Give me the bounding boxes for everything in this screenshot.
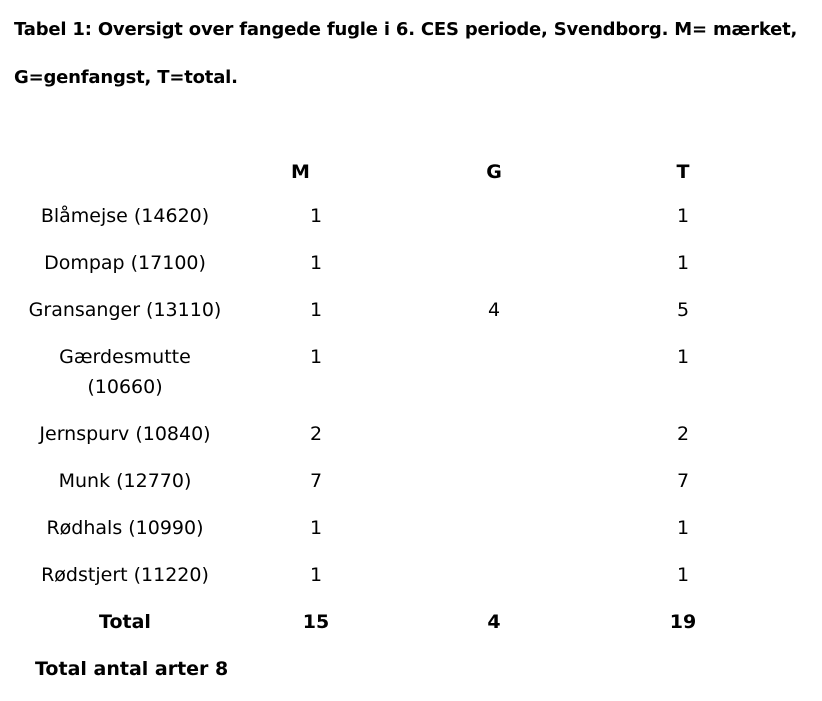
total-count: 5 — [676, 299, 690, 321]
table-row — [14, 334, 780, 411]
table-row — [14, 193, 780, 240]
total-marked: 15 — [302, 611, 330, 633]
marked-count: 7 — [309, 470, 323, 492]
marked-count: 1 — [309, 205, 323, 227]
recapture-count — [396, 240, 592, 287]
species-name: Blåmejse (14620) — [40, 205, 210, 227]
species-name: Jernspurv (10840) — [39, 423, 211, 445]
recapture-count — [396, 458, 592, 505]
species-name: Rødstjert (11220) — [41, 564, 209, 586]
marked-count: 1 — [309, 517, 323, 539]
marked-count: 1 — [309, 346, 323, 368]
table-row — [14, 552, 780, 599]
caption-line-2: G=genfangst, T=total. — [14, 67, 238, 88]
marked-count: 1 — [309, 299, 323, 321]
header-species — [14, 146, 236, 193]
total-count: 1 — [676, 564, 690, 586]
table-row — [14, 505, 780, 552]
species-name: Gransanger (13110) — [28, 299, 222, 321]
total-count: 1 — [676, 346, 690, 368]
species-name: Dompap (17100) — [44, 252, 206, 274]
species-name: Rødhals (10990) — [46, 517, 204, 539]
recapture-count — [396, 193, 592, 240]
recapture-count — [396, 505, 592, 552]
total-count: 7 — [676, 470, 690, 492]
total-label: Total — [99, 611, 151, 633]
header-recapture: G — [486, 160, 502, 183]
bird-catch-table — [14, 146, 780, 646]
total-count: 1 — [676, 252, 690, 274]
total-count: 1 — [676, 517, 690, 539]
total-recapture: 4 — [487, 611, 501, 633]
recapture-count — [396, 334, 592, 411]
marked-count: 2 — [309, 423, 323, 445]
total-row — [14, 599, 780, 646]
total-count: 2 — [676, 423, 690, 445]
species-name: Munk (12770) — [58, 470, 192, 492]
header-total: T — [676, 160, 690, 183]
marked-count: 1 — [309, 252, 323, 274]
table-row — [14, 240, 780, 287]
recapture-count — [396, 552, 592, 599]
recapture-count: 4 — [487, 299, 501, 321]
table-row — [14, 287, 780, 334]
total-count: 1 — [676, 205, 690, 227]
table-caption — [14, 6, 814, 102]
grand-total: 19 — [669, 611, 697, 633]
header-marked: M — [291, 160, 310, 183]
marked-count: 1 — [309, 564, 323, 586]
species-name: Gærdesmutte (10660) — [59, 346, 191, 398]
caption-line-1: Tabel 1: Oversigt over fangede fugle i 6. CES periode, Svendborg. M= mærket, — [14, 19, 798, 40]
header-row — [14, 146, 780, 193]
recapture-count — [396, 411, 592, 458]
table-row — [14, 458, 780, 505]
table-row — [14, 411, 780, 458]
species-count: Total antal arter 8 — [35, 658, 229, 680]
